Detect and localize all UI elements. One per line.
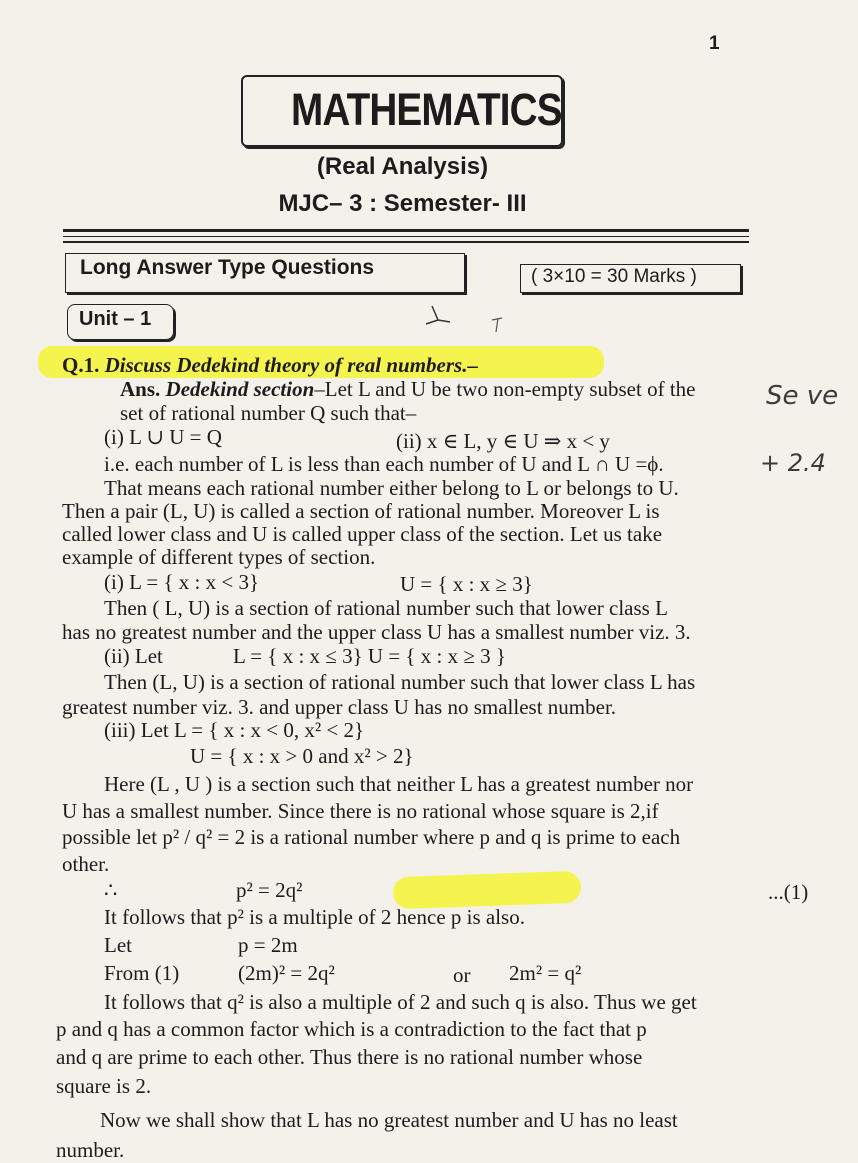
answer-line: (i) L ∪ U = Q <box>104 425 222 449</box>
answer-line: 2m² = q² <box>509 961 582 985</box>
answer-line: and q are prime to each other. Thus there is no rational number whose <box>56 1045 643 1069</box>
answer-line: p² = 2q² <box>236 878 303 902</box>
answer-line <box>120 377 696 401</box>
answer-line: Let <box>104 933 132 957</box>
answer-line: has no greatest number and the upper class U has a smallest number viz. 3. <box>62 620 691 644</box>
answer-line: That means each rational number either belong to L or belongs to U. <box>104 476 679 500</box>
equation-number: ...(1) <box>768 880 809 904</box>
answer-line: From (1) <box>104 961 180 985</box>
semester-label: MJC– 3 : Semester- III <box>278 190 527 217</box>
answer-line: U = { x : x > 0 and x² > 2} <box>190 744 414 768</box>
answer-line: (ii) x ∈ L, y ∈ U ⇒ x < y <box>396 429 610 453</box>
question <box>62 353 478 377</box>
divider <box>63 229 749 232</box>
handwritten-note: Se ve <box>766 381 839 411</box>
answer-line: p = 2m <box>238 933 298 957</box>
answer-line: Then ( L, U) is a section of rational number such that lower class L <box>104 596 668 620</box>
answer-line: U has a smallest number. Since there is no rational whose square is 2,if <box>62 799 659 823</box>
answer-line: Here (L , U ) is a section such that neither L has a greatest number nor <box>104 772 694 796</box>
answer-line: possible let p² / q² = 2 is a rational number where p and q is prime to each <box>62 825 681 849</box>
answer-line: example of different types of section. <box>62 545 376 569</box>
answer-line: (2m)² = 2q² <box>238 961 335 985</box>
answer-line: Then (L, U) is a section of rational number such that lower class L has <box>104 670 696 694</box>
answer-line: ∴ <box>104 878 118 902</box>
question-number: Q.1. <box>62 353 100 377</box>
answer-line: (ii) Let <box>104 644 163 668</box>
unit-label: Unit – 1 <box>79 308 152 330</box>
answer-line: Now we shall show that L has no greatest number and U has no least <box>100 1108 678 1132</box>
pen-mark <box>420 302 520 342</box>
subtitle: (Real Analysis) <box>316 153 489 180</box>
answer-term: Dedekind section <box>165 377 315 401</box>
handwritten-note: + 2.4 <box>760 449 826 477</box>
page-title: MATHEMATICS <box>290 84 562 135</box>
page-number: 1 <box>709 33 720 54</box>
highlight-mark <box>392 871 581 910</box>
answer-line: called lower class and U is called upper class of the section. Let us take <box>62 522 663 546</box>
answer-label: Ans. <box>120 377 161 401</box>
answer-line: set of rational number Q such that– <box>120 401 417 425</box>
answer-line: (i) L = { x : x < 3} <box>104 570 260 594</box>
answer-line: U = { x : x ≥ 3} <box>400 572 533 596</box>
answer-line: It follows that q² is also a multiple of 2 and such q is also. Thus we get <box>104 990 697 1014</box>
answer-text: –Let L and U be two non-empty subset of the <box>314 377 696 401</box>
answer-line: Then a pair (L, U) is called a section of rational number. Moreover L is <box>62 499 660 523</box>
question-text: Discuss Dedekind theory of real numbers.– <box>104 353 478 377</box>
answer-line: number. <box>56 1138 125 1162</box>
answer-line: or <box>453 963 471 987</box>
answer-line: L = { x : x ≤ 3} U = { x : x ≥ 3 } <box>233 644 506 668</box>
section-title: Long Answer Type Questions <box>80 256 375 279</box>
answer-line: other. <box>62 852 110 876</box>
divider <box>63 241 749 243</box>
answer-line: greatest number viz. 3. and upper class U has no smallest number. <box>62 695 617 719</box>
divider <box>63 236 749 237</box>
answer-line: i.e. each number of L is less than each number of U and L ∩ U =ϕ. <box>104 452 664 476</box>
answer-line: (iii) Let L = { x : x < 0, x² < 2} <box>104 718 365 742</box>
answer-line: p and q has a common factor which is a contradiction to the fact that p <box>56 1017 647 1041</box>
answer-line: square is 2. <box>56 1074 152 1098</box>
marks-label: ( 3×10 = 30 Marks ) <box>531 266 697 287</box>
answer-line: It follows that p² is a multiple of 2 hence p is also. <box>104 905 525 929</box>
